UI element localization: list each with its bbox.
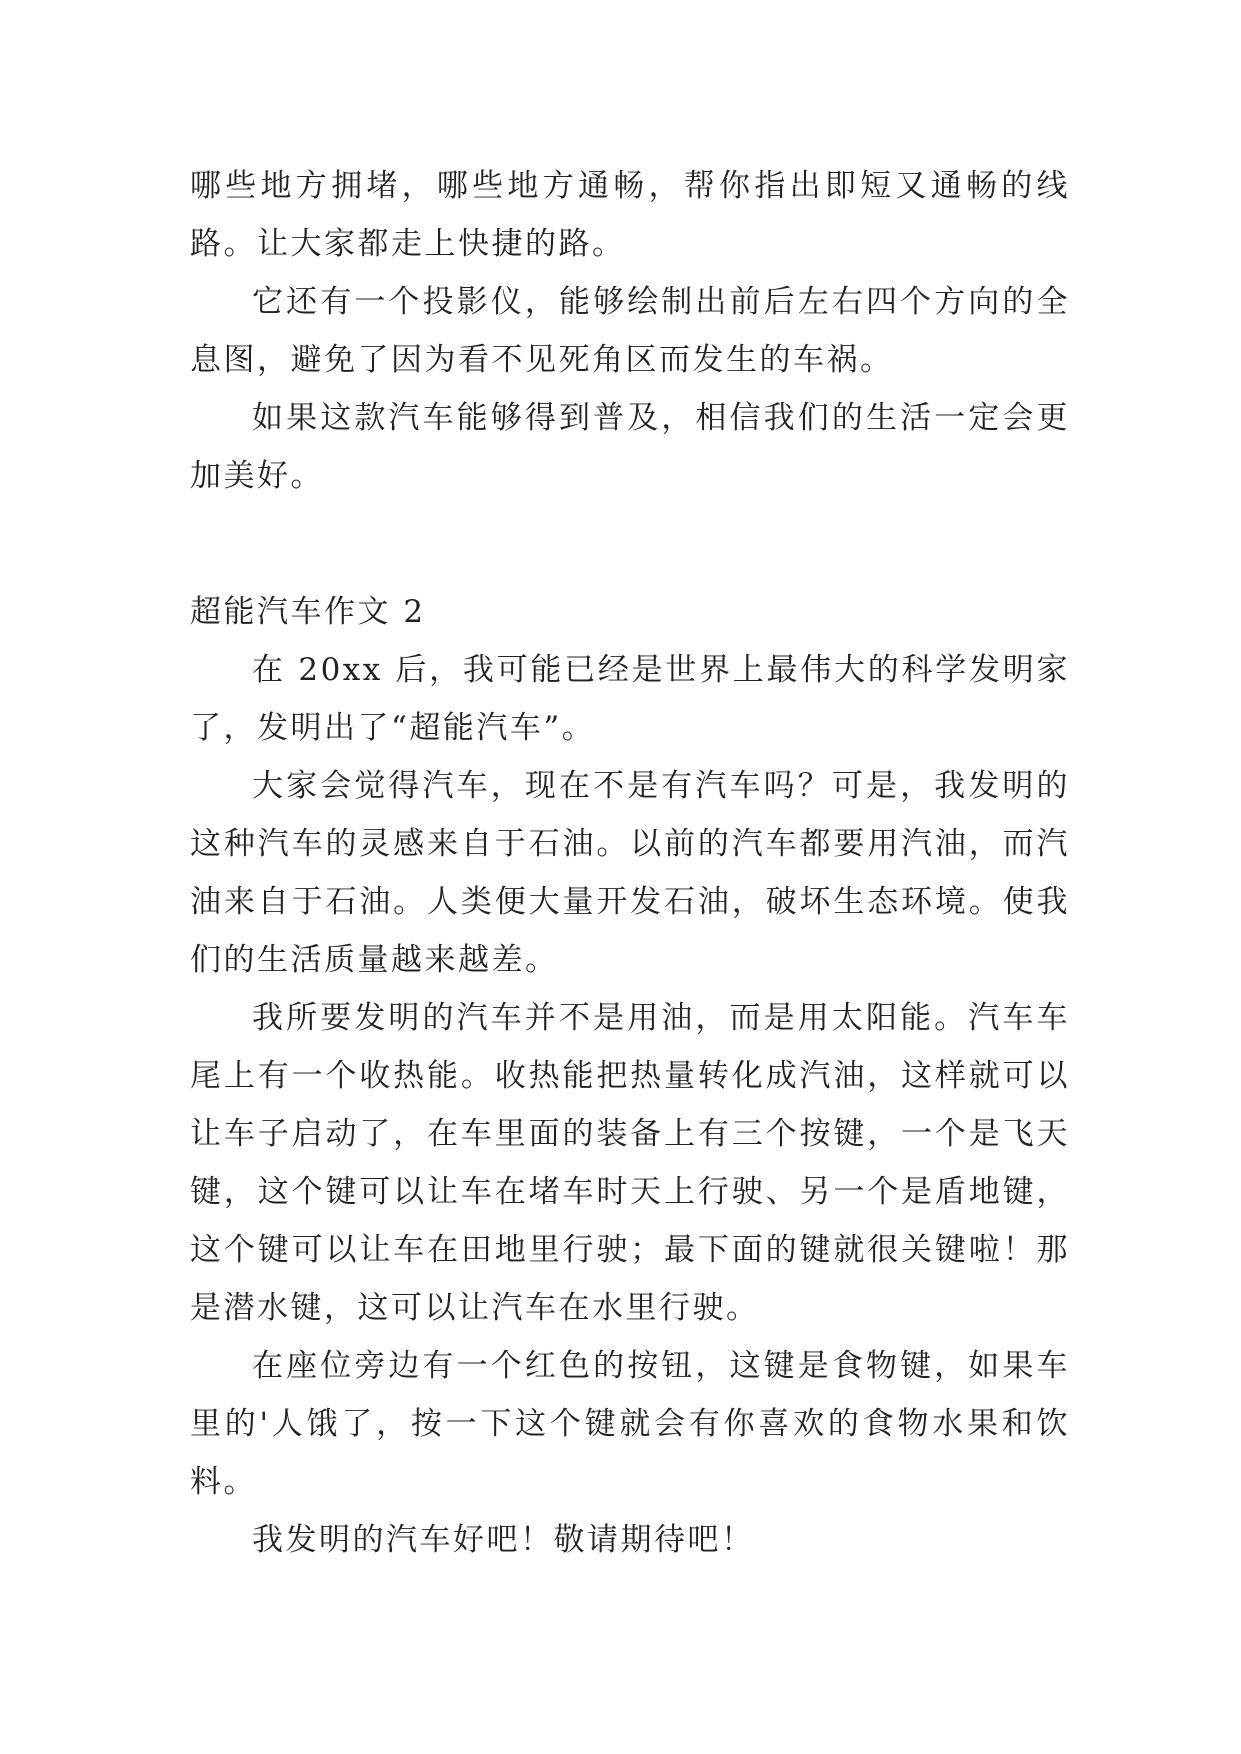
paragraph-conclusion: 如果这款汽车能够得到普及，相信我们的生活一定会更加美好。 [190, 400, 1070, 494]
paragraph-continuation: 哪些地方拥堵，哪些地方通畅，帮你指出即短又通畅的线路。让大家都走上快捷的路。 [190, 168, 1070, 262]
paragraph-projector: 它还有一个投影仪，能够绘制出前后左右四个方向的全息图，避免了因为看不见死角区而发生的车祸。 [190, 284, 1070, 378]
paragraph-intro: 在 20xx 后，我可能已经是世界上最伟大的科学发明家了，发明出了“超能汽车”。 [190, 652, 1070, 746]
paragraph-inspiration: 大家会觉得汽车，现在不是有汽车吗？可是，我发明的这种汽车的灵感来自于石油。以前的汽车都要用汽油，而汽油来自于石油。人类便大量开发石油，破坏生态环境。使我们的生活质量越来越差。 [190, 768, 1070, 978]
paragraph-solar: 我所要发明的汽车并不是用油，而是用太阳能。汽车车尾上有一个收热能。收热能把热量转化成汽油，这样就可以让车子启动了，在车里面的装备上有三个按键，一个是飞天键，这个键可以让车在堵车时天上行驶、另一个是盾地键，这个键可以让车在田地里行驶；最下面的键就很关键啦！那是潜水键，这可以让汽车在水里行驶。 [190, 1000, 1070, 1326]
section-title: 超能汽车作文 2 [190, 594, 426, 630]
paragraph-ending: 我发明的汽车好吧！敬请期待吧！ [252, 1522, 755, 1558]
paragraph-food-button: 在座位旁边有一个红色的按钮，这键是食物键，如果车里的'人饿了，按一下这个键就会有你喜欢的食物水果和饮料。 [190, 1348, 1070, 1500]
document-body [190, 157, 1070, 1569]
